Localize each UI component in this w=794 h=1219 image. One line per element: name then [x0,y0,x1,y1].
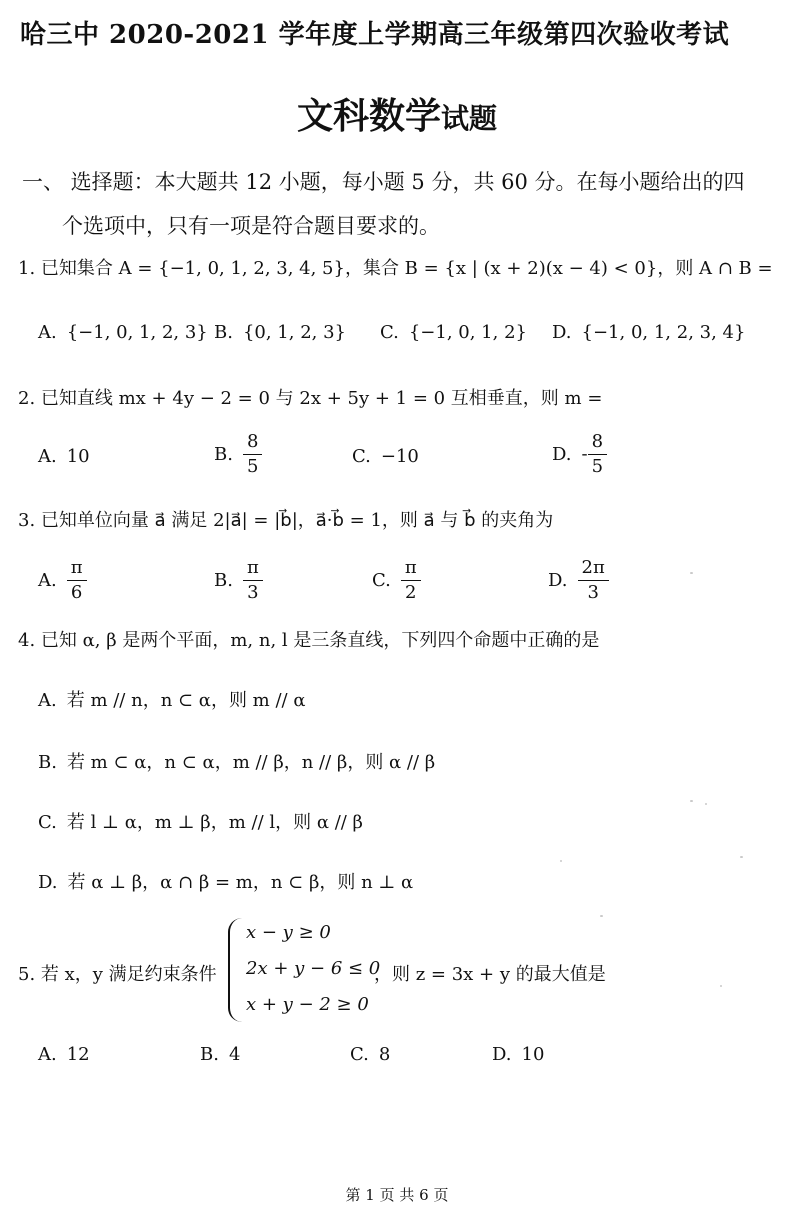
option-label: A. [38,322,57,343]
question-1-stem: 1. 已知集合 A = {−1, 0, 1, 2, 3, 4, 5}，集合 B = {x | (x + 2)(x − 4) < 0}，则 A ∩ B = [18,258,773,279]
scan-speck [560,860,562,862]
question-4-option-c [38,808,363,834]
exam-title: 哈三中 2020-2021 学年度上学期高三年级第四次验收考试 [20,20,730,50]
section-line-1: 一、 选择题：本大题共 12 小题，每小题 5 分，共 60 分。在每小题给出的四 [22,170,745,194]
numerator: π [401,556,421,581]
scan-speck [690,800,693,802]
scan-speck [740,856,743,858]
option-label: B. [200,1044,219,1065]
left-brace-icon [228,918,244,1022]
option-text: 8 [378,1044,391,1065]
page-footer: 第 1 页 共 6 页 [345,1186,449,1204]
question-3-option-b [214,556,263,605]
option-label: C. [372,569,391,591]
numerator: 8 [243,430,262,455]
question-2-option-b [214,430,262,479]
denominator: 6 [70,582,83,603]
option-label: D. [548,569,568,591]
option-label: A. [38,690,57,711]
question-2-option-d [552,430,607,479]
option-text: −10 [380,446,419,467]
option-text: 若 l ⊥ α，m ⊥ β，m // l，则 α // β [66,812,363,833]
option-label: B. [214,322,233,343]
option-label: B. [214,443,233,465]
option-label: B. [214,569,233,591]
option-text: {−1, 0, 1, 2} [408,322,527,343]
numerator: 2π [578,556,609,581]
option-text: 若 α ⊥ β，α ∩ β = m，n ⊂ β，则 n ⊥ α [67,872,414,893]
option-text: {−1, 0, 1, 2, 3, 4} [581,322,746,343]
denominator: 3 [247,582,259,603]
question-5-stem-before: 5. 若 x，y 满足约束条件 [18,964,217,985]
option-label: D. [552,443,572,465]
question-4-option-b [38,748,435,774]
constraint-3: x + y − 2 ≥ 0 [246,994,369,1015]
option-label: C. [350,1044,369,1065]
subject-main: 文科数学 [296,95,441,137]
fraction [243,430,262,479]
option-text: 10 [66,446,90,467]
subject-title [0,88,794,139]
option-label: B. [38,752,57,773]
scan-speck [720,985,722,987]
scan-speck [600,915,603,917]
question-1-option-c [380,322,527,343]
option-label: D. [492,1044,512,1065]
section-line-2: 个选项中，只有一项是符合题目要求的。 [62,214,440,238]
question-1-option-a [38,322,208,343]
subject-suffix: 试题 [441,102,498,135]
question-5-stem-after: ，则 z = 3x + y 的最大值是 [374,964,606,985]
fraction [578,556,609,605]
option-text: 12 [66,1044,90,1065]
question-4-stem: 4. 已知 α, β 是两个平面，m, n, l 是三条直线，下列四个命题中正确的是 [18,630,600,651]
question-2-option-c [352,446,419,467]
numerator: π [243,556,263,581]
question-2-option-a [38,446,90,467]
option-label: A. [38,446,57,467]
scan-speck [705,803,707,805]
constraint-1: x − y ≥ 0 [246,922,331,943]
question-1-option-b [214,322,346,343]
question-1-option-d [552,322,745,343]
denominator: 3 [587,582,599,603]
section-instructions [22,160,782,248]
denominator: 5 [591,456,604,477]
question-5-option-b [200,1044,240,1065]
question-5-option-a [38,1044,90,1065]
option-prefix: - [581,443,588,465]
option-text: 10 [521,1044,545,1065]
option-label: D. [552,322,572,343]
question-3-option-a [38,556,87,605]
option-label: C. [352,446,371,467]
option-text: {0, 1, 2, 3} [242,322,346,343]
question-3-option-d [548,556,609,605]
denominator: 2 [405,582,417,603]
option-text: 4 [228,1044,241,1065]
question-2-stem: 2. 已知直线 mx + 4y − 2 = 0 与 2x + 5y + 1 = 0 互相垂直，则 m = [18,388,603,409]
question-4-option-a [38,686,305,712]
option-label: A. [38,569,57,591]
option-label: C. [380,322,399,343]
option-text: {−1, 0, 1, 2, 3} [66,322,208,343]
question-5-option-d [492,1044,544,1065]
question-5-option-c [350,1044,390,1065]
option-text: 若 m ⊂ α，n ⊂ α，m // β，n // β，则 α // β [66,752,436,773]
numerator: π [67,556,87,581]
denominator: 5 [246,456,259,477]
fraction [243,556,263,605]
question-3-stem: 3. 已知单位向量 a⃗ 满足 2|a⃗| = |b⃗|，a⃗·b⃗ = 1，则 a⃗ 与 b⃗ 的夹角为 [18,510,554,531]
fraction [588,430,607,479]
question-3-option-c [372,556,421,605]
option-label: C. [38,812,57,833]
option-label: D. [38,872,58,893]
scan-speck [690,572,693,574]
fraction [67,556,87,605]
question-4-option-d [38,868,413,894]
option-label: A. [38,1044,57,1065]
constraint-2: 2x + y − 6 ≤ 0 [246,958,381,979]
fraction [401,556,421,605]
option-text: 若 m // n，n ⊂ α，则 m // α [66,690,306,711]
numerator: 8 [588,430,607,455]
